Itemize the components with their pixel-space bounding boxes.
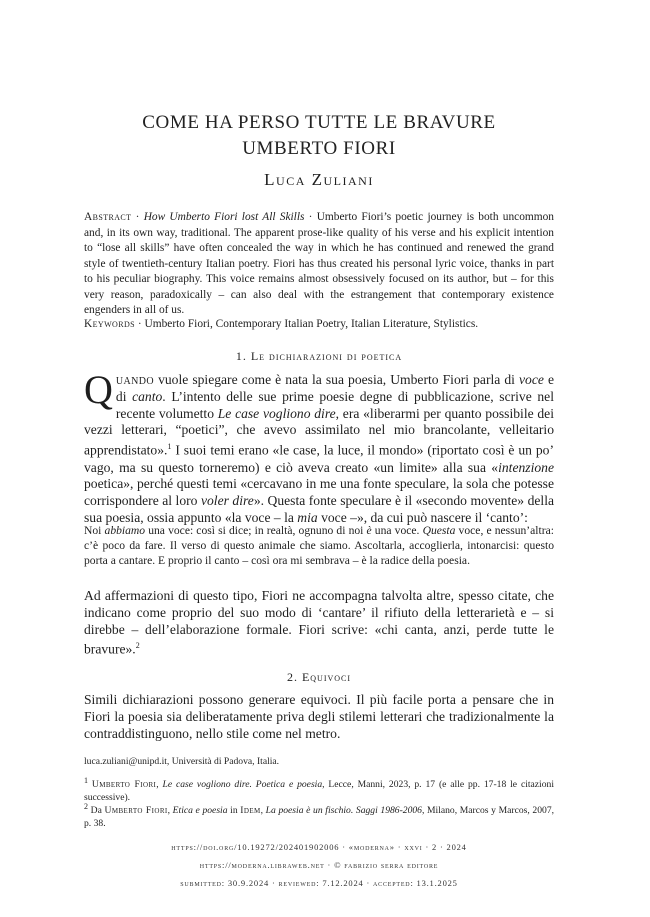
text-run: e di [115,372,555,404]
footnote-text: , Lecce, Manni, 2023, p. 17 (e alle pp. 17-18 le citazioni successive). [84,779,554,803]
text-run: voce –», da cui può nascere il ‘canto’: [317,509,528,525]
footnote-ref-1[interactable]: 1 [167,442,172,452]
text-run: Ad affermazioni di questo tipo, Fiori ne accompagna talvolta altre, spesso citate, che indicano come proprio del suo modo di ‘cantare’ il rifiuto della letterarietà e – si direbbe – dell’elaborazione formale. Fiori scrive: «chi canta, anzi, perde tutte le bravure». [84,588,554,657]
italic-run: è [366,524,372,537]
italic-run: mia [297,509,318,525]
footnote-idem: Idem [240,805,261,817]
footnote-book: La poesia è un fischio. Saggi 1986-2006 [265,805,422,817]
text-run: . L’intento delle sue prime poesie degne di pubblicazione, scrive nel recente volumetto [115,388,554,421]
section-heading-1: 1. Le dichiarazioni di poetica [235,349,403,363]
text-run: , era «liberarmi per quanto possibile dei vezzi letterari, “poetici”, che avevo assimilato nel mio brancolante, velleitario apprendistato». [84,405,554,458]
title-line-2: UMBERTO FIORI [242,138,396,159]
opening-small-caps: uando [115,372,154,387]
text-run: poetica», perché questi temi «cercavano in me una fonte speculare, la sola che potesse corrispondere al loro [84,476,554,509]
italic-run: intenzione [498,459,554,475]
footnote-1: $^1$ Umberto Fiori, Le case vogliono dire. Poetica e poesia, Lecce, Manni, 2023, p. 17 (e alle pp. 17-18 le citazioni successive). [84,776,554,803]
keywords-label: Keywords [84,318,135,330]
publisher-line[interactable]: https://moderna.libraweb.net · © fabrizio serra editore [199,860,439,870]
footnote-text: , Milano, Marcos y Marcos, 2007, p. 38. [84,805,555,829]
text-run: Noi [84,524,105,537]
paragraph-2 [84,588,554,659]
italic-run: canto [132,388,163,404]
abstract-english-title: How Umberto Fiori lost All Skills [143,211,305,223]
text-run: I suoi temi erano «le case, la luce, il mondo» (riportato così è un po’ vago, ma su questo torneremo) e ciò aveva creato «un limite» alla sua « [84,442,554,475]
title-line-1: COME HA PERSO TUTTE LE BRAVURE [142,112,496,133]
text-run: una voce: così si dice; in realtà, ognuno di noi [145,524,367,537]
paragraph-1 [84,367,555,527]
footnote-text: , [167,805,173,817]
abstract-separator-2: · [304,211,317,223]
italic-run: voce [519,372,544,387]
abstract [84,210,554,319]
footnote-number: 2 [84,802,88,811]
doi-line[interactable]: https://doi.org/10.19272/202401902006 · «moderna» · xxvi · 2 · 2024 [171,842,467,852]
footnote-text: , [260,805,266,817]
italic-run: Questa [422,524,456,537]
block-quote [84,523,554,569]
footnote-text: Da [90,805,105,817]
section-heading-2: 2. Equivoci [286,670,352,684]
keywords-separator: · [134,318,145,330]
footnote-title: Etica e poesia [172,805,228,817]
keywords [84,317,554,332]
author-name: Luca Zuliani [264,170,374,189]
author-affiliation-note: luca.zuliani@unipd.it, Università di Padova, Italia. [84,756,280,767]
footnote-author: Umberto Fiori [104,805,168,817]
italic-run: voler dire [200,493,254,509]
text-run: una voce. [371,524,423,537]
keywords-text: Umberto Fiori, Contemporary Italian Poetry, Italian Literature, Stylistics. [144,318,479,330]
abstract-text: Umberto Fiori’s poetic journey is both uncommon and, in its own way, traditional. The apparent prose-like quality of his verse and his explicit intention to “lose all skills” have often concealed the way in which he has continued and renewed the grand style of twentieth-century Italian poetry. Fiori has thus created his personal lyric voice, thanks in part to his peculiar biography. This voice remains almost obsessively focused on its author, but – for this very reason, paradoxically – can also deal with the estrangement that contemporary existence engenders in all of us. [84,211,554,316]
abstract-separator: · [131,211,144,223]
footnote-ref-2[interactable]: 2 [135,641,140,651]
italic-run: abbiamo [104,524,146,537]
article-title [84,110,554,162]
footnote-title: Le case vogliono dire. Poetica e poesia [162,779,323,791]
text-run: ». Questa fonte speculare è il «secondo movente» della sua poesia, ossia appunto «la voce – la [84,493,555,525]
dates-line: submitted: 30.9.2024 · reviewed: 7.12.2024 · accepted: 13.1.2025 [180,878,458,888]
footnote-author: Umberto Fiori [91,779,157,791]
footnote-number: 1 [84,776,88,785]
book-title: Le case vogliono dire [217,405,336,421]
paragraph-3: Simili dichiarazioni possono generare equivoci. Il più facile porta a pensare che in Fiori la poesia sia deliberatamente priva degli stilemi letterari che tradizionalmente la contraddistinguono, nello stile come nel metro. [84,692,554,741]
text-run: vuole spiegare come è nata la sua poesia, Umberto Fiori parla di [154,372,519,387]
abstract-label: Abstract [84,211,132,223]
text-run: voce, e nessun’altra: c’è poco da fare. Il verso di questo animale che siamo. Ascoltarla, accoglierla, intonarcisi: questo porta a cantare. E proprio il canto – così ora mi sembrava – è la radice della poesia. [84,524,554,568]
footnote-2 [84,801,554,830]
footnote-text: in [227,805,241,817]
drop-cap: Q [84,367,113,412]
